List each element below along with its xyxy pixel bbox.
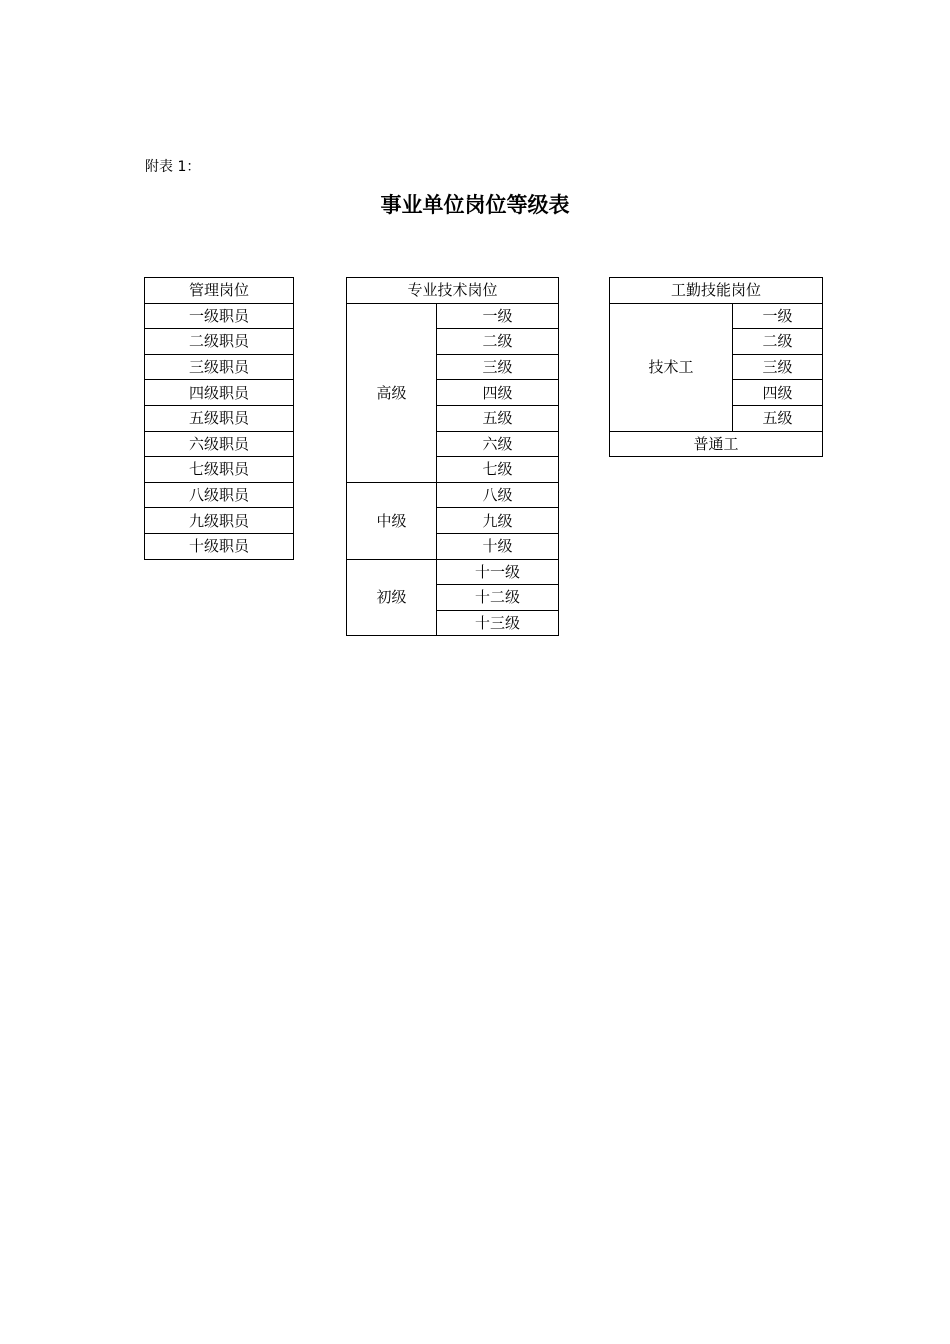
management-header: 管理岗位	[145, 278, 294, 304]
management-level: 八级职员	[145, 482, 294, 508]
professional-level: 一级	[437, 303, 559, 329]
management-level: 四级职员	[145, 380, 294, 406]
management-level: 七级职员	[145, 457, 294, 483]
worker-level: 三级	[733, 354, 823, 380]
worker-table	[609, 277, 823, 457]
worker-group-general: 普通工	[610, 431, 823, 457]
management-level: 三级职员	[145, 354, 294, 380]
management-level: 六级职员	[145, 431, 294, 457]
professional-header: 专业技术岗位	[347, 278, 559, 304]
management-level: 九级职员	[145, 508, 294, 534]
management-level: 十级职员	[145, 533, 294, 559]
professional-level: 二级	[437, 329, 559, 355]
worker-level: 四级	[733, 380, 823, 406]
management-level: 二级职员	[145, 329, 294, 355]
professional-level: 九级	[437, 508, 559, 534]
professional-group-junior: 初级	[347, 559, 437, 636]
professional-level: 八级	[437, 482, 559, 508]
professional-level: 十一级	[437, 559, 559, 585]
professional-level: 六级	[437, 431, 559, 457]
professional-level: 五级	[437, 405, 559, 431]
worker-level: 五级	[733, 405, 823, 431]
worker-level: 一级	[733, 303, 823, 329]
management-level: 一级职员	[145, 303, 294, 329]
professional-level: 三级	[437, 354, 559, 380]
professional-group-senior: 高级	[347, 303, 437, 482]
management-level: 五级职员	[145, 405, 294, 431]
professional-level: 十二级	[437, 585, 559, 611]
worker-level: 二级	[733, 329, 823, 355]
management-table	[144, 277, 294, 560]
worker-header: 工勤技能岗位	[610, 278, 823, 304]
professional-table	[346, 277, 559, 636]
page-title: 事业单位岗位等级表	[380, 193, 570, 217]
professional-level: 十三级	[437, 610, 559, 636]
professional-level: 七级	[437, 457, 559, 483]
professional-level: 十级	[437, 533, 559, 559]
professional-group-intermediate: 中级	[347, 482, 437, 559]
professional-level: 四级	[437, 380, 559, 406]
appendix-note: 附表 1：	[145, 159, 201, 175]
worker-group-technical: 技术工	[610, 303, 733, 431]
